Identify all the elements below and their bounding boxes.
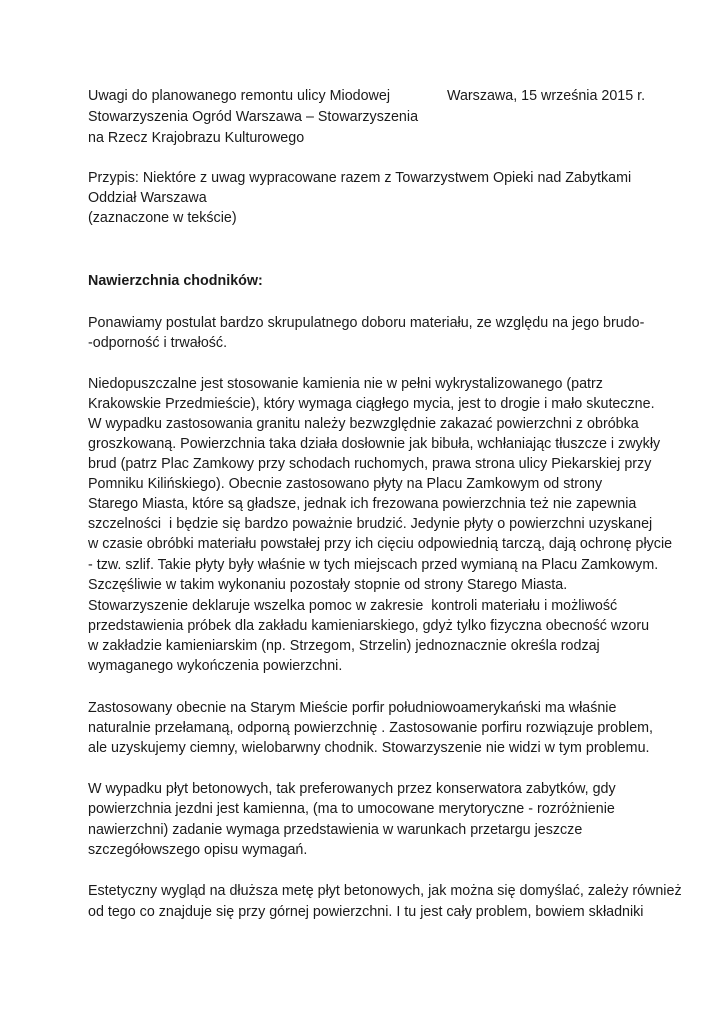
paragraph-line: Zastosowany obecnie na Starym Mieście porfir południowoamerykański ma właśnie	[88, 700, 617, 716]
paragraph-line: szczelności i będzie się bardzo poważnie brudzić. Jedynie płyty o powierzchni uzyskanej	[88, 516, 653, 532]
header-title-line: Uwagi do planowanego remontu ulicy Miodowej	[88, 88, 390, 104]
paragraph-line: W wypadku płyt betonowych, tak preferowanych przez konserwatora zabytków, gdy	[88, 781, 616, 797]
paragraph-line: w czasie obróbki materiału powstałej przy ich cięciu odpowiednią tarczą, dają ochronę płycie	[88, 536, 673, 552]
paragraph-line: naturalnie przełamaną, odporną powierzchnię . Zastosowanie porfiru rozwiązuje problem,	[88, 720, 654, 736]
paragraph-line: Szczęśliwie w takim wykonaniu pozostały stopnie od strony Starego Miasta.	[88, 577, 568, 593]
footnote-line: Oddział Warszawa	[88, 190, 207, 206]
paragraph-line: Niedopuszczalne jest stosowanie kamienia nie w pełni wykrystalizowanego (patrz	[88, 376, 603, 392]
paragraph-line: nawierzchni) zadanie wymaga przedstawienia w warunkach przetargu jeszcze	[88, 822, 583, 838]
paragraph-line: Ponawiamy postulat bardzo skrupulatnego doboru materiału, ze względu na jego brudo-	[88, 315, 645, 331]
paragraph-line: Stowarzyszenie deklaruje wszelka pomoc w zakresie kontroli materiału i możliwość	[88, 598, 618, 614]
document-date: Warszawa, 15 września 2015 r.	[447, 88, 646, 104]
footnote-line: Przypis: Niektóre z uwag wypracowane razem z Towarzystwem Opieki nad Zabytkami	[88, 170, 632, 186]
footnote-line: (zaznaczone w tekście)	[88, 210, 237, 226]
paragraph-line: Estetyczny wygląd na dłuższa metę płyt betonowych, jak można się domyślać, zależy również	[88, 883, 682, 899]
paragraph-line: brud (patrz Plac Zamkowy przy schodach ruchomych, prawa strona ulicy Piekarskiej przy	[88, 456, 652, 472]
paragraph-line: ale uzyskujemy ciemny, wielobarwny chodnik. Stowarzyszenie nie widzi w tym problemu.	[88, 740, 650, 756]
header-title-line: na Rzecz Krajobrazu Kulturowego	[88, 130, 305, 146]
paragraph-line: Starego Miasta, które są gładsze, jednak ich frezowana powierzchnia też nie zapewnia	[88, 496, 637, 512]
paragraph-line: w zakładzie kamieniarskim (np. Strzegom, Strzelin) jednoznacznie określa rodzaj	[88, 638, 600, 654]
paragraph-line: Krakowskie Przedmieście), który wymaga ciągłego mycia, jest to drogie i mało skuteczne.	[88, 396, 655, 412]
paragraph-line: -odporność i trwałość.	[88, 335, 228, 351]
paragraph-line: groszkowaną. Powierzchnia taka działa dosłownie jak bibuła, wchłaniając tłuszcze i zwykły	[88, 436, 661, 452]
paragraph-line: szczegółowszego opisu wymagań.	[88, 842, 308, 858]
header-title-line: Stowarzyszenia Ogród Warszawa – Stowarzyszenia	[88, 109, 419, 125]
paragraph-line: przedstawienia próbek dla zakładu kamieniarskiego, gdyż tylko fizyczna obecność wzoru	[88, 618, 650, 634]
paragraph-line: powierzchnia jezdni jest kamienna, (ma to umocowane merytoryczne - rozróżnienie	[88, 801, 615, 817]
paragraph-line: wymaganego wykończenia powierzchni.	[88, 658, 343, 674]
paragraph-line: - tzw. szlif. Takie płyty były właśnie w tych miejscach przed wymianą na Placu Zamkowym.	[88, 557, 659, 573]
section-heading: Nawierzchnia chodników:	[88, 273, 263, 289]
paragraph-line: Pomniku Kilińskiego). Obecnie zastosowano płyty na Placu Zamkowym od strony	[88, 476, 603, 492]
paragraph-line: od tego co znajduje się przy górnej powierzchni. I tu jest cały problem, bowiem składniki	[88, 904, 644, 920]
paragraph-line: W wypadku zastosowania granitu należy bezwzględnie zakazać powierzchni z obróbka	[88, 416, 639, 432]
